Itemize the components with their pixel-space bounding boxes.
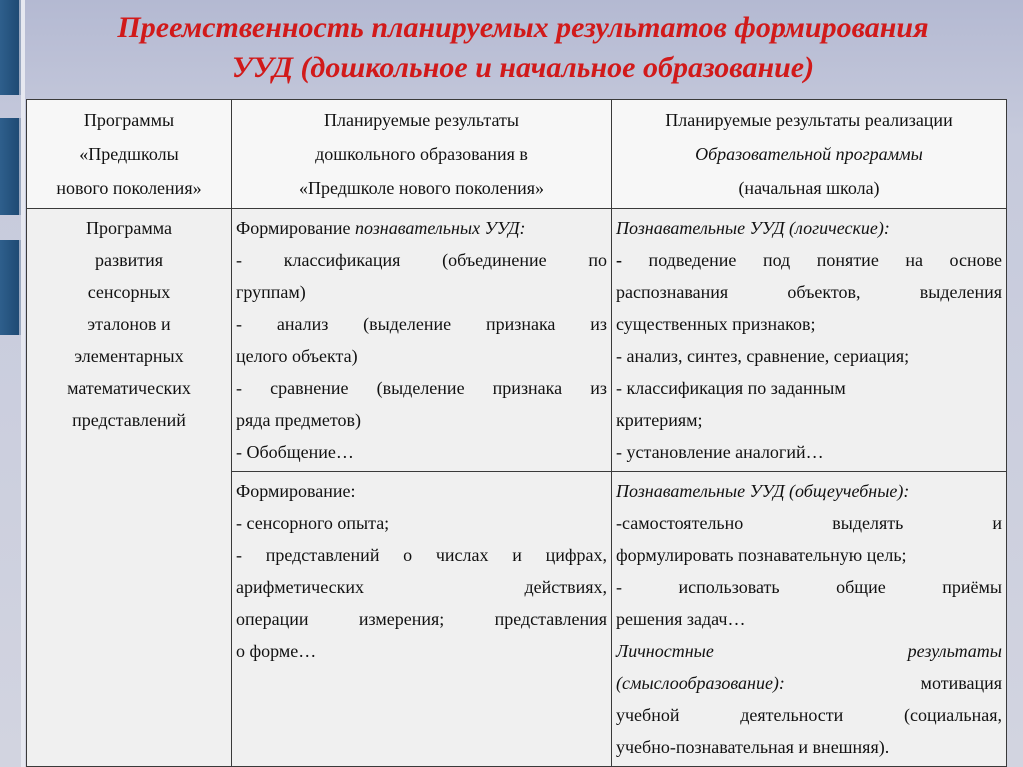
cell-heading: Формирование: xyxy=(236,481,356,501)
cell-text: существенных признаков; xyxy=(616,314,816,334)
cell-text: - анализ (выделение признака из xyxy=(236,314,607,334)
cell-text: решения задач… xyxy=(616,609,746,629)
program-text: математических xyxy=(67,378,191,398)
header-text: нового поколения» xyxy=(56,178,202,198)
cell-text: Личностные результаты xyxy=(616,641,1002,661)
program-cell xyxy=(27,209,232,767)
cell-text: - сравнение (выделение признака из xyxy=(236,378,607,398)
decor-stripe xyxy=(21,0,25,767)
program-text: элементарных xyxy=(74,346,184,366)
header-school-results xyxy=(612,100,1007,209)
cell-text: учебно-познавательная и внешняя). xyxy=(616,737,890,757)
preschool-cognitive-cell xyxy=(232,209,612,472)
cell-text: - классификация (объединение по xyxy=(236,250,607,270)
header-text: дошкольного образования в xyxy=(315,144,528,164)
cell-text: критериям; xyxy=(616,410,703,430)
cell-text: целого объекта) xyxy=(236,346,358,366)
slide-title xyxy=(28,8,1018,88)
header-text: «Предшколе нового поколения» xyxy=(298,178,545,198)
school-general-cell xyxy=(612,472,1007,767)
cell-text: Формирование xyxy=(236,218,355,238)
cell-line xyxy=(616,667,1002,699)
decor-bar xyxy=(0,118,21,215)
cell-text: - Обобщение… xyxy=(236,442,354,462)
cell-text: о форме… xyxy=(236,641,317,661)
cell-text: - анализ, синтез, сравнение, сериация; xyxy=(616,346,910,366)
cell-text: - установление аналогий… xyxy=(616,442,824,462)
program-text: Программа xyxy=(85,218,173,238)
cell-text: познавательных УУД: xyxy=(354,218,526,238)
cell-text: - использовать общие приёмы xyxy=(616,577,1002,597)
cell-text: операции измерения; представления xyxy=(236,609,607,629)
table-row xyxy=(27,209,1007,472)
cell-text: подведение под понятие на основе xyxy=(622,250,1002,270)
header-programs xyxy=(27,100,232,209)
cell-heading: Познавательные УУД (общеучебные): xyxy=(616,481,910,501)
program-text: развития xyxy=(94,250,163,270)
cell-heading: Познавательные УУД (логические): xyxy=(616,218,890,238)
preschool-sensory-cell xyxy=(232,472,612,767)
cell-text: - xyxy=(616,250,622,270)
header-text: Программы xyxy=(83,110,175,130)
decor-bar xyxy=(0,0,21,95)
cell-text: - классификация по заданным xyxy=(616,378,846,398)
continuity-table xyxy=(26,99,1007,767)
title-line-1: Преемственность планируемых результатов формирования xyxy=(117,11,929,44)
header-text: (начальная школа) xyxy=(738,178,880,198)
cell-text: ряда предметов) xyxy=(236,410,361,430)
cell-text: арифметических действиях, xyxy=(236,577,607,597)
cell-text: - сенсорного опыта; xyxy=(236,513,390,533)
program-text: сенсорных xyxy=(87,282,171,302)
cell-text: учебной деятельности (социальная, xyxy=(616,705,1002,725)
program-text: эталонов и xyxy=(87,314,171,334)
header-text: Планируемые результаты xyxy=(324,110,519,130)
cell-heading xyxy=(236,212,607,244)
title-line-2: УУД (дошкольное и начальное образование) xyxy=(231,51,815,84)
cell-text: (смыслообразование): xyxy=(616,673,785,693)
school-logical-cell xyxy=(612,209,1007,472)
cell-line xyxy=(616,244,1002,276)
header-text: Планируемые результаты реализации xyxy=(665,110,953,130)
program-text: представлений xyxy=(72,410,186,430)
cell-text: - представлений о числах и цифрах, xyxy=(236,545,607,565)
table-header-row xyxy=(27,100,1007,209)
header-text: Образовательной программы xyxy=(695,144,923,164)
cell-text: группам) xyxy=(236,282,306,302)
cell-text: распознавания объектов, выделения xyxy=(616,282,1002,302)
header-preschool-results xyxy=(232,100,612,209)
cell-text: -самостоятельно выделять и xyxy=(616,513,1002,533)
header-text: «Предшколы xyxy=(79,144,179,164)
decor-bar xyxy=(0,240,21,335)
cell-text: формулировать познавательную цель; xyxy=(616,545,907,565)
cell-text: мотивация xyxy=(920,673,1002,693)
